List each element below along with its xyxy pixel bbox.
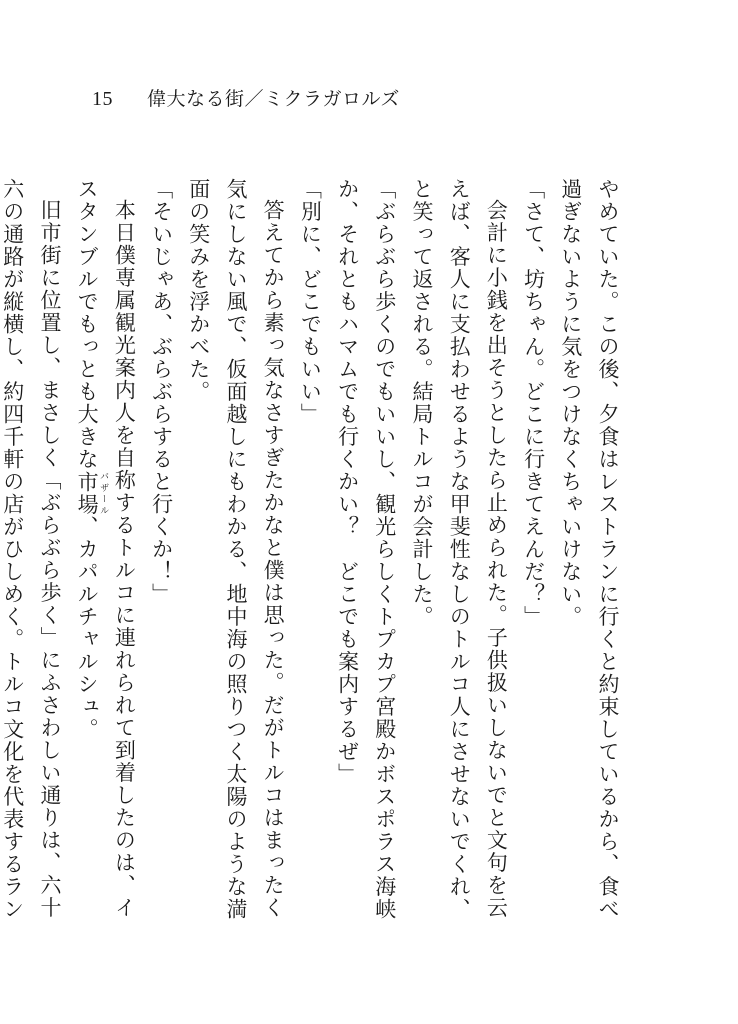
vertical-body-text	[0, 178, 626, 938]
paragraph-1: やめていた。この後、夕食はレストランに行くと約束しているから、食べ過ぎないように気をつけなくちゃいけない。	[558, 178, 620, 921]
paragraph-8	[68, 178, 142, 938]
page-header	[92, 84, 400, 112]
paragraph-7-dialogue: 「そいじゃあ、ぶらぶらすると行くか！」	[149, 178, 174, 606]
paragraph-3: 会計に小銭を出そうとしたら止められた。子供扱いしないでと文句を云えば、客人に支払わせるような甲斐性なしのトルコ人にさせないでくれ、と笑って返される。結局トルコが会計した。	[409, 178, 509, 921]
paragraph-8-part-a: 本日僕専属観光案内人を自称するトルコに連れられて到着したのは、イスタンブルでもっとも大きな	[75, 178, 137, 919]
paragraph-4-dialogue: 「ぶらぶら歩くのでもいいし、観光らしくトプカプ宮殿かボスポラス海峡か、それともハマムでも行くかい？ どこでも案内するぜ」	[335, 178, 397, 921]
running-title: 偉大なる街／ミクラガロルズ	[147, 88, 400, 110]
paragraph-8-part-b: 、カパルチャルシュ。	[75, 515, 100, 741]
paragraph-9: 旧市街に位置し、まさしく「ぶらぶら歩く」にふさわしい通りは、六十六の通路が縦横し、約四千軒の店がひしめく。トルコ文化を代表するラン	[0, 178, 62, 921]
paragraph-2-dialogue: 「さて、坊ちゃん。どこに行きてえんだ？」	[521, 178, 546, 628]
ruby-base: 市場	[75, 470, 100, 516]
paragraph-6: 答えてから素っ気なさすぎたかなと僕は思った。だがトルコはまったく気にしない風で、仮面越しにもわかる、地中海の照りつく太陽のような満面の笑みを浮かべた。	[186, 178, 286, 921]
furigana-bazaar	[75, 470, 109, 516]
paragraph-5-dialogue: 「別に、どこでもいい」	[298, 178, 323, 426]
ruby-reading: バザール	[98, 470, 109, 516]
page-number: 15	[92, 88, 113, 110]
